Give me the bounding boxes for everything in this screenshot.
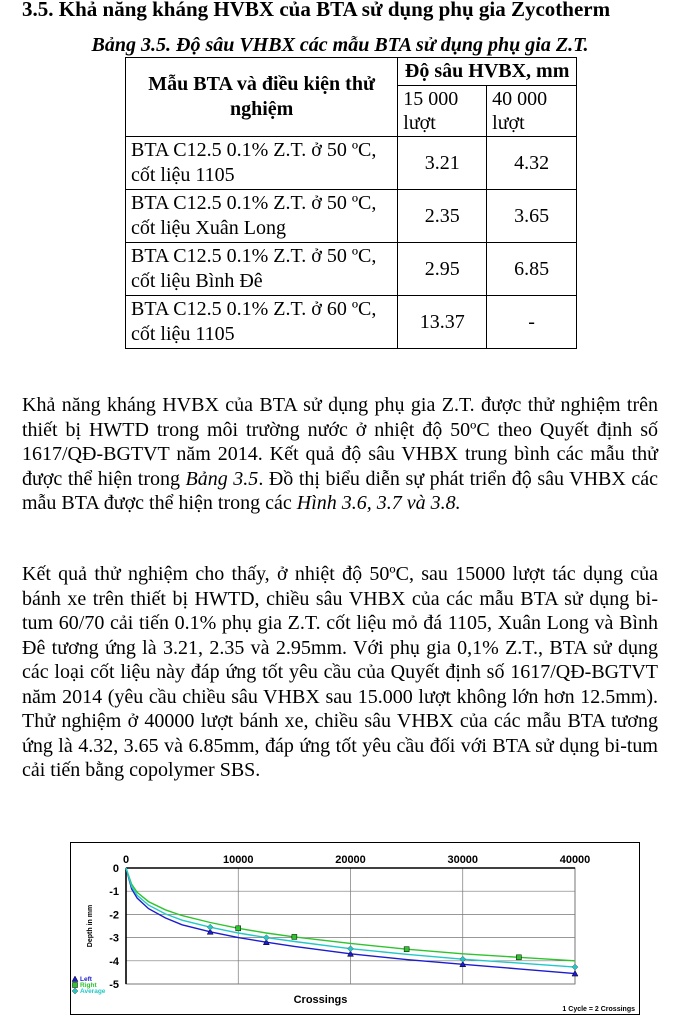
data-point — [404, 947, 409, 952]
header-15000: 15 000 lượt — [398, 86, 487, 137]
rut-depth-table — [125, 57, 577, 349]
cell-sample: BTA C12.5 0.1% Z.T. ở 50 ºC, cốt liệu 1105 — [126, 137, 398, 190]
table-row — [126, 137, 577, 190]
chart-footnote: 1 Cycle = 2 Crossings — [562, 1006, 635, 1013]
y-tick-label: -4 — [109, 955, 119, 968]
x-tick-label: 20000 — [335, 854, 366, 866]
table-row — [126, 296, 577, 349]
table-caption: Bảng 3.5. Độ sâu VHBX các mẫu BTA sử dụng phụ gia Z.T. — [91, 34, 589, 56]
data-point — [236, 926, 241, 931]
legend-entry: Left — [80, 976, 92, 983]
figure-reference: Hình 3.6, 3.7 và 3.8. — [296, 492, 461, 514]
x-tick-label: 0 — [122, 854, 130, 866]
section-heading: 3.5. Khả năng kháng HVBX của BTA sử dụng phụ gia Zycotherm — [22, 0, 611, 21]
y-tick-label: -2 — [109, 909, 119, 922]
rut-depth-chart — [70, 842, 640, 1015]
legend-entry: Average — [80, 988, 106, 995]
cell-40000: 6.85 — [487, 243, 577, 296]
cell-15000: 2.95 — [398, 243, 487, 296]
y-tick-label: -1 — [109, 886, 119, 899]
cell-40000: 4.32 — [487, 137, 577, 190]
cell-15000: 3.21 — [398, 137, 487, 190]
cell-15000: 13.37 — [398, 296, 487, 349]
paragraph-1-text: Khả năng kháng HVBX của BTA sử dụng phụ gia Z.T. được thử nghiệm trên thiết bị HWTD trong môi trường nước ở nhiệt độ 50ºC theo Quyết định số 1617/QĐ-BGTVT năm 2014. Kết quả độ sâu VHBX trung bình các mẫu thử được thể hiện trong — [22, 394, 658, 490]
data-point — [516, 955, 521, 960]
cell-sample: BTA C12.5 0.1% Z.T. ở 50 ºC, cốt liệu Bình Đê — [126, 243, 398, 296]
paragraph-1-text: . Đồ thị biểu diễn sự phát triển độ sâu VHBX các mẫu BTA được thể hiện trong các — [22, 467, 658, 514]
x-tick-label: 10000 — [222, 854, 254, 866]
y-tick-label: 0 — [112, 863, 119, 875]
paragraph-2: Kết quả thử nghiệm cho thấy, ở nhiệt độ 50ºC, sau 15000 lượt tác dụng của bánh xe trên thiết bị HWTD, chiều sâu VHBX của các mẫu BTA sử dụng bi-tum 60/70 cải tiến 0.1% phụ gia Z.T. cốt liệu mỏ đá 1105, Xuân Long và Bình Đê tương ứng là 3.21, 2.35 và 2.95mm. Với phụ gia 0,1% Z.T., BTA sử dụng các loại cốt liệu này đáp ứng tốt yêu cầu của Quyết định số 1617/QĐ-BGTVT năm 2014 (yêu cầu chiều sâu VHBX sau 15.000 lượt không lớn hơn 12.5mm). Thử nghiệm ở 40000 lượt bánh xe, chiều sâu VHBX của các mẫu BTA tương ứng là 4.32, 3.65 và 6.85mm, đáp ứng tốt yêu cầu đối với BTA sử dụng bi-tum cải tiến bằng copolymer SBS. — [22, 563, 658, 781]
table-reference: Bảng 3.5 — [185, 467, 259, 490]
x-tick-label: 30000 — [447, 854, 479, 866]
cell-sample: BTA C12.5 0.1% Z.T. ở 50 ºC, cốt liệu Xuân Long — [126, 190, 398, 243]
x-tick-label: 40000 — [559, 854, 591, 866]
legend-entry: Right — [80, 982, 97, 989]
y-tick-label: -5 — [109, 979, 119, 991]
data-point — [292, 934, 297, 939]
x-axis-label: Crossings — [293, 994, 348, 1006]
header-sample: Mẫu BTA và điều kiện thử nghiệm — [126, 58, 398, 137]
cell-15000: 2.35 — [398, 190, 487, 243]
header-depth: Độ sâu HVBX, mm — [398, 58, 577, 86]
cell-40000: 3.65 — [487, 190, 577, 243]
data-point — [73, 983, 78, 988]
chart-svg — [70, 842, 640, 1015]
table-row — [126, 190, 577, 243]
table-row — [126, 243, 577, 296]
header-40000: 40 000 lượt — [487, 86, 577, 137]
y-tick-label: -3 — [109, 932, 119, 945]
y-axis-label: Depth in mm — [87, 904, 94, 948]
paragraph-1 — [22, 393, 658, 516]
cell-40000: - — [487, 296, 577, 349]
cell-sample: BTA C12.5 0.1% Z.T. ở 60 ºC, cốt liệu 1105 — [126, 296, 398, 349]
